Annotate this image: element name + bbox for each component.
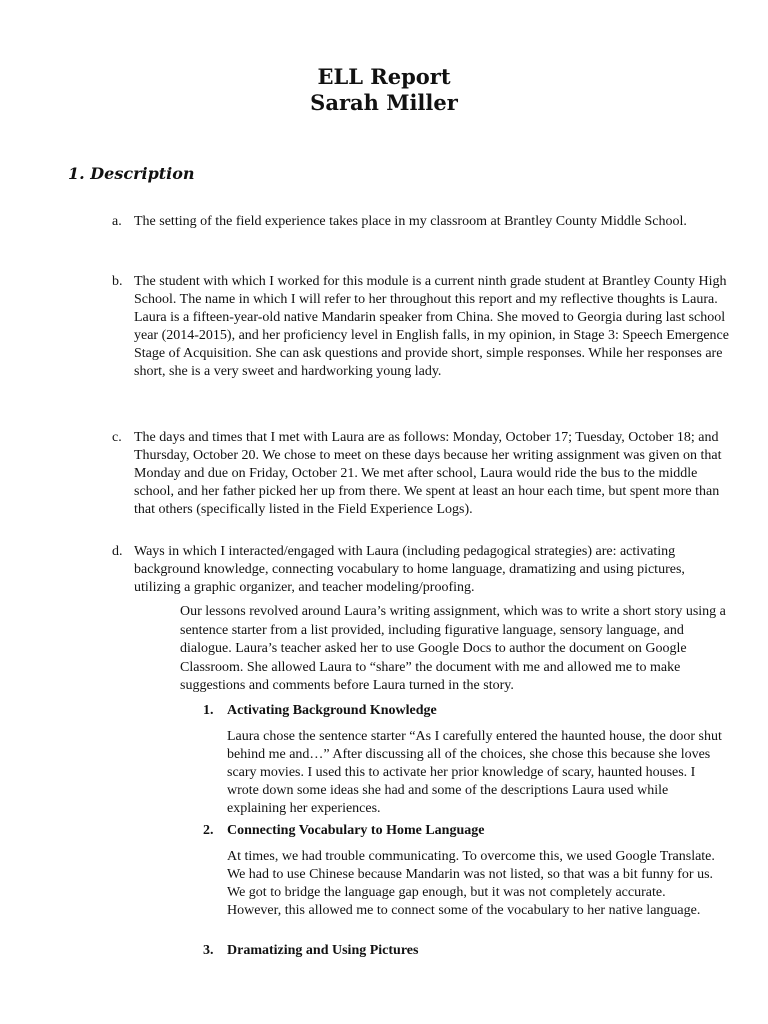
list-item-b: [112, 273, 732, 381]
numbered-item-2: [203, 822, 723, 920]
numbered-heading: [203, 942, 723, 960]
numbered-body: At times, we had trouble communicating. To overcome this, we used Google Translate. We had to use Chinese because Mandarin was not listed, so that was a bit funny for us. We got to bridge the language gap enough, but it was not completely accurate. However, this allowed me to connect some of the vocabulary to her native language.: [227, 849, 715, 918]
numbered-label: Activating Background Knowledge: [227, 703, 437, 718]
number-marker: 1.: [203, 703, 214, 718]
list-item-text: The days and times that I met with Laura are as follows: Monday, October 17; Tuesday, October 18; and Thursday, October 20. We chose to meet on these days because her writing assignment was given on that Monday and due on Friday, October 21. We met after school, Laura would ride the bus to the middle school, and her father picked her up from there. We spent at least an hour each time, but spent more than that others (specifically listed in the Field Experience Logs).: [134, 430, 722, 517]
number-marker: 3.: [203, 943, 214, 958]
list-item-text: The setting of the field experience takes place in my classroom at Brantley County Middle School.: [134, 214, 687, 229]
list-item-a: [112, 213, 732, 231]
title-line-1: ELL Report: [317, 64, 451, 89]
list-item-text: Ways in which I interacted/engaged with Laura (including pedagogical strategies) are: activating background knowledge, connecting vocabulary to home language, dramatizing and using pictures, utilizing a graphic organizer, and teacher modeling/proofing.: [134, 544, 685, 595]
list-marker: d.: [112, 544, 123, 559]
report-title: [0, 64, 768, 116]
number-marker: 2.: [203, 823, 214, 838]
numbered-heading: [203, 702, 723, 720]
numbered-heading: [203, 822, 723, 840]
list-marker: c.: [112, 430, 122, 445]
numbered-body: Laura chose the sentence starter “As I carefully entered the haunted house, the door shut behind me and…” After discussing all of the choices, she chose this because she loves scary movies. I used this to activate her prior knowledge of scary, haunted houses. I wrote down some ideas she had and some of the descriptions Laura used while explaining her experiences.: [227, 729, 722, 816]
list-item-text: The student with which I worked for this module is a current ninth grade student at Brantley County High School. The name in which I will refer to her throughout this report and my reflective thoughts is Laura. Laura is a fifteen-year-old native Mandarin speaker from China. She moved to Georgia during last school year (2014-2015), and her proficiency level in English falls, in my opinion, in Stage 3: Speech Emergence Stage of Acquisition. She can ask questions and provide short, simple responses. While her responses are short, she is a very sweet and hardworking young lady.: [134, 274, 729, 379]
section-heading: 1. Description: [68, 164, 195, 183]
numbered-item-1: [203, 702, 723, 818]
sub-paragraph: Our lessons revolved around Laura’s writing assignment, which was to write a short story using a sentence starter from a list provided, including figurative language, sensory language, and dialogue. Laura’s teacher asked her to use Google Docs to author the document on Google Classroom. She allowed Laura to “share” the document with me and allowed me to make suggestions and comments before Laura turned in the story.: [180, 604, 726, 693]
numbered-item-3: [203, 942, 723, 960]
list-marker: b.: [112, 274, 123, 289]
list-item-d: [112, 543, 732, 597]
numbered-label: Dramatizing and Using Pictures: [227, 943, 419, 958]
list-item-c: [112, 429, 732, 519]
title-line-2: Sarah Miller: [310, 90, 458, 115]
list-marker: a.: [112, 214, 122, 229]
numbered-label: Connecting Vocabulary to Home Language: [227, 823, 485, 838]
